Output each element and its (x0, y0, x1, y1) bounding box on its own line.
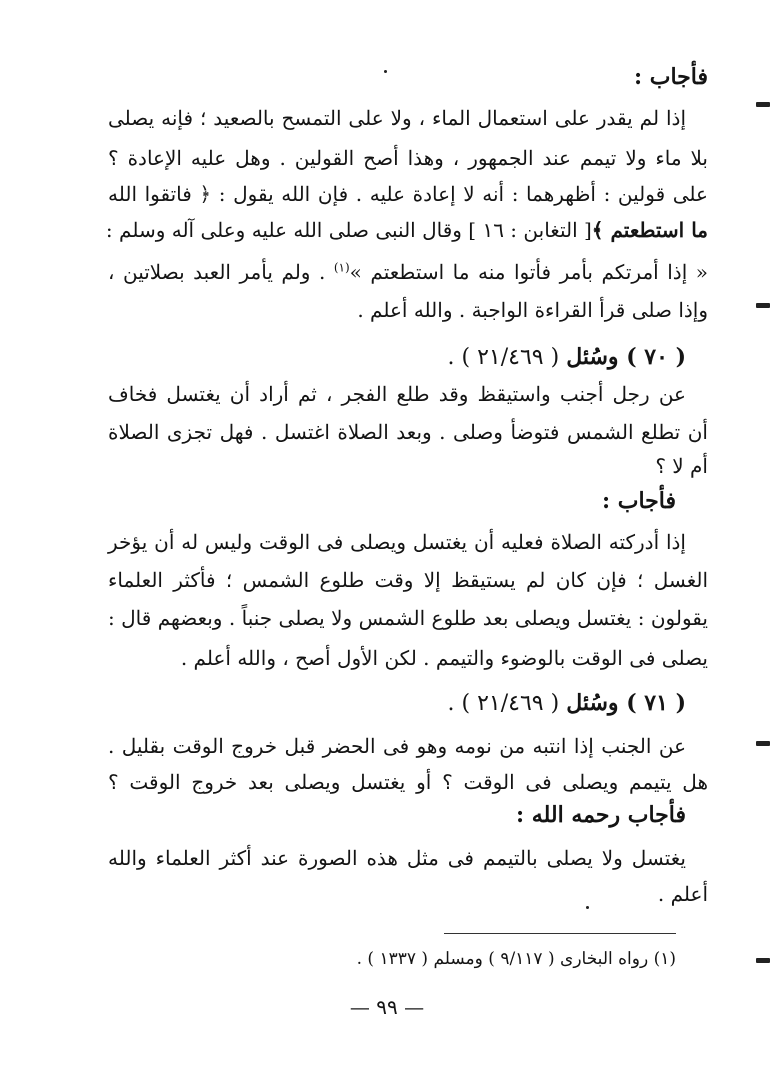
question-number: ( ٧١ ) وسُئل (566, 690, 686, 716)
text-line: بلا ماء ولا تيمم عند الجمهور ، وهذا أصح القولين . وهل عليه الإعادة ؟ (108, 146, 708, 170)
text-line: عن رجل أجنب واستيقظ وقد طلع الفجر ، ثم أراد أن يغتسل فخاف (108, 382, 686, 406)
text-line (105, 214, 708, 246)
question-reference: ( ٢١/٤٦٩ ) . (447, 345, 567, 370)
question-heading (448, 686, 686, 721)
question-number: ( ٧٠ ) وسُئل (566, 344, 686, 370)
text-line: أم لا ؟ (655, 454, 708, 478)
answer-heading: فأجاب : (633, 64, 708, 90)
text-line: الغسل ؛ فإن كان لم يستيقظ إلا وقت طلوع الشمس ؛ فأكثر العلماء (108, 568, 708, 592)
text-line: يصلى فى الوقت بالوضوء والتيمم . لكن الأول أصح ، والله أعلم . (180, 646, 708, 670)
text-line: يقولون : يغتسل ويصلى بعد طلوع الشمس ولا يصلى جنباً . وبعضهم قال : (108, 606, 708, 630)
quran-reference: [ التغابن : ١٦ ] وقال النبى صلى الله عليه وعلى آله وسلم : (105, 218, 592, 242)
question-heading (448, 340, 686, 375)
footnote-divider (444, 933, 676, 934)
text-line: هل يتيمم ويصلى فى الوقت ؟ أو يغتسل ويصلى بعد خروج الوقت ؟ (108, 770, 708, 794)
speck (586, 906, 589, 909)
quran-quote: ما استطعتم ﴾ (591, 218, 708, 242)
text-line: أعلم . (657, 882, 708, 906)
margin-mark (756, 102, 770, 107)
footnote-marker: (١) (333, 260, 350, 275)
page-number: — ٩٩ — (349, 995, 425, 1019)
text-line: إذا أدركته الصلاة فعليه أن يغتسل ويصلى فى الوقت وليس له أن يؤخر (108, 530, 686, 554)
speck (384, 70, 387, 73)
text-line: وإذا صلى قرأ القراءة الواجبة . والله أعلم . (357, 298, 708, 322)
answer-heading: فأجاب رحمه الله : (516, 802, 686, 828)
margin-mark (756, 958, 770, 963)
text-line: إذا لم يقدر على استعمال الماء ، ولا على التمسح بالصعيد ؛ فإنه يصلى (108, 106, 686, 130)
margin-mark (756, 741, 770, 746)
hadith-quote: « إذا أمرتكم بأمر فأتوا منه ما استطعتم » (349, 260, 709, 284)
text-line: أن تطلع الشمس فتوضأ وصلى . وبعد الصلاة اغتسل . فهل تجزى الصلاة (108, 420, 708, 444)
text-line: يغتسل ولا يصلى بالتيمم فى مثل هذه الصورة عند أكثر العلماء والله (108, 846, 686, 870)
question-reference: ( ٢١/٤٦٩ ) . (447, 691, 567, 716)
margin-mark (756, 303, 770, 308)
text-continuation: . ولم يأمر العبد بصلاتين ، (108, 260, 334, 284)
text-line (108, 256, 708, 288)
answer-heading: فأجاب : (601, 488, 676, 514)
text-line: عن الجنب إذا انتبه من نومه وهو فى الحضر قبل خروج الوقت بقليل . (108, 734, 687, 758)
footnote: (١) رواه البخارى ( ٩/١١٧ ) ومسلم ( ١٣٣٧ ) . (356, 949, 676, 969)
text-line: على قولين : أظهرهما : أنه لا إعادة عليه . فإن الله يقول : ﴿ فاتقوا الله (108, 182, 708, 206)
